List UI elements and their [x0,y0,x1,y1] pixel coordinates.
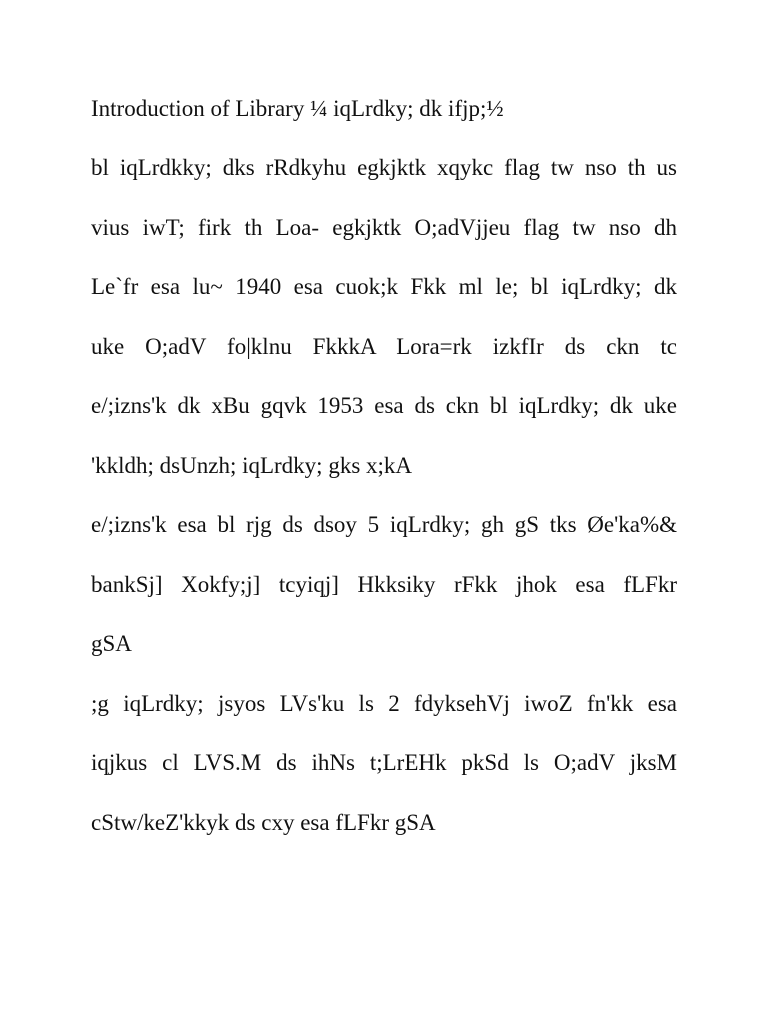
text-line: cStw/keZ'kkyk ds cxy esa fLFkr gSA [91,810,436,835]
text-line: e/;izns'k dk xBu gqvk 1953 esa ds ckn bl iqLrdky; dk uke [91,393,677,418]
text-line: ;g iqLrdky; jsyos LVs'ku ls 2 fdyksehVj iwoZ fn'kk esa [91,691,677,716]
text-line: iqjkus cl LVS.M ds ihNs t;LrEHk pkSd ls O;adV jksM [91,750,677,775]
text-line: vius iwT; firk th Loa- egkjktk O;adVjjeu flag tw nso dh [91,215,677,240]
text-line: uke O;adV fo|klnu FkkkA Lora=rk izkfIr ds ckn tc [91,334,677,359]
text-line: gSA [91,631,132,656]
text-line: 'kkldh; dsUnzh; iqLrdky; gks x;kA [91,453,413,478]
document-title: Introduction of Library ¼ iqLrdky; dk ifjp;½ [91,96,504,121]
text-line: e/;izns'k esa bl rjg ds dsoy 5 iqLrdky; gh gS tks Øe'ka%& [91,512,677,537]
text-line: bankSj] Xokfy;j] tcyiqj] Hkksiky rFkk jhok esa fLFkr [91,572,677,597]
text-line: bl iqLrdkky; dks rRdkyhu egkjktk xqykc flag tw nso th us [91,155,677,180]
text-line: Le`fr esa lu~ 1940 esa cuok;k Fkk ml le; bl iqLrdky; dk [91,274,677,299]
